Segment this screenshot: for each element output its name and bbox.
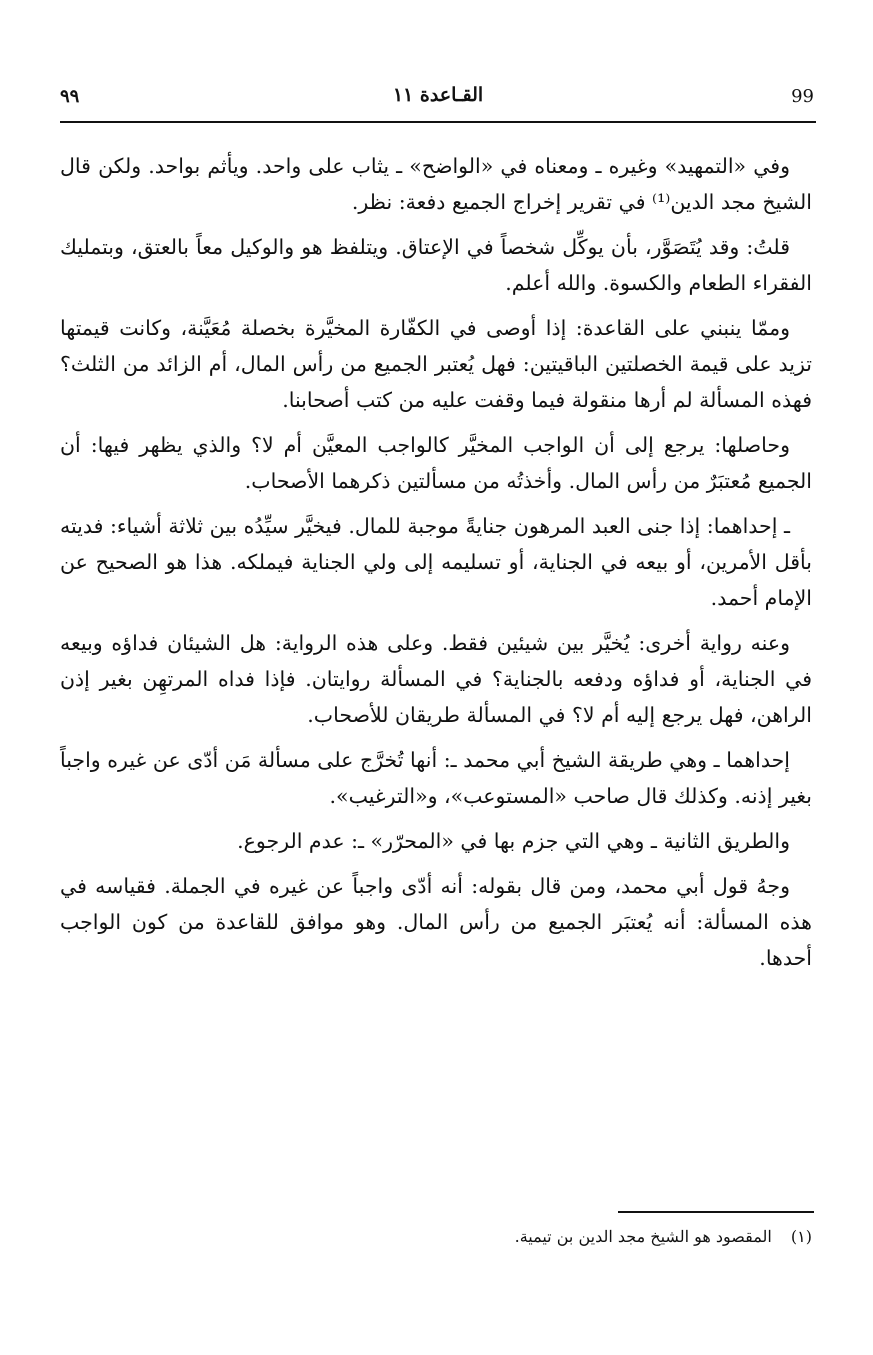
chapter-title: القـاعدة ١١ bbox=[392, 84, 484, 106]
page-number-latin: 99 bbox=[791, 86, 814, 107]
footnote-marker: (١) bbox=[790, 1227, 812, 1246]
paragraph: والطريق الثانية ـ وهي التي جزم بها في «المحرّر» ـ: عدم الرجوع. bbox=[237, 829, 790, 853]
footnote-text: المقصود هو الشيخ مجد الدين بن تيمية. bbox=[514, 1227, 772, 1246]
main-text bbox=[60, 148, 812, 985]
footnote bbox=[60, 1224, 812, 1250]
paragraph: إحداهما ـ وهي طريقة الشيخ أبي محمد ـ: أنها تُخرَّج على مسألة مَن أدّى عن غيره واجباً بغير إذنه. وكذلك قال صاحب «المستوعب»، و«الترغيب». bbox=[60, 748, 812, 808]
paragraph: قلتُ: وقد يُتَصَوَّر، بأن يوكِّل شخصاً في الإعتاق. ويتلفظ هو والوكيل معاً بالعتق، وبتمليك الفقراء الطعام والكسوة. والله أعلم. bbox=[60, 235, 812, 295]
page-header bbox=[60, 84, 816, 116]
paragraph: وعنه رواية أخرى: يُخيَّر بين شيئين فقط. وعلى هذه الرواية: هل الشيئان فداؤه وبيعه في الجناية، أو فداؤه ودفعه بالجناية؟ في المسألة روايتان. فإذا فداه المرتهِن بغير إذن الراهن، فهل يرجع إليه أم لا؟ في المسألة طريقان للأصحاب. bbox=[60, 631, 812, 727]
paragraph: وفي «التمهيد» وغيره ـ ومعناه في «الواضح» ـ يثاب على واحد. ويأثم بواحد. ولكن قال الشيخ مجد الدين⁽¹⁾ في تقرير إخراج الجميع دفعة: نظر. bbox=[60, 154, 812, 214]
paragraph: وجهُ قول أبي محمد، ومن قال بقوله: أنه أدّى واجباً عن غيره في الجملة. فقياسه في هذه المسألة: أنه يُعتبَر الجميع من رأس المال. وهو موافق للقاعدة من كون الواجب أحدها. bbox=[60, 874, 812, 970]
paragraph: وممّا ينبني على القاعدة: إذا أوصى في الكفّارة المخيَّرة بخصلة مُعَيَّنة، وكانت قيمتها تزيد على قيمة الخصلتين الباقيتين: فهل يُعتبر الجميع من رأس المال، أم الزائد من الثلث؟ فهذه المسألة لم أرها منقولة فيما وقفت عليه من كتب أصحابنا. bbox=[60, 316, 812, 412]
header-divider bbox=[60, 121, 816, 123]
paragraph: ـ إحداهما: إذا جنى العبد المرهون جنايةً موجبة للمال. فيخيَّر سيِّدُه بين ثلاثة أشياء: فديته بأقل الأمرين، أو بيعه في الجناية، أو تسليمه إلى ولي الجناية فيملكه. هذا هو الصحيح عن الإمام أحمد. bbox=[60, 514, 812, 610]
footnote-divider bbox=[618, 1211, 814, 1213]
page-number-arabic: ٩٩ bbox=[60, 86, 80, 107]
paragraph: وحاصلها: يرجع إلى أن الواجب المخيَّر كالواجب المعيَّن أم لا؟ والذي يظهر فيها: أن الجميع مُعتبَرٌ من رأس المال. وأخذتُه من مسألتين ذكرهما الأصحاب. bbox=[60, 433, 812, 493]
